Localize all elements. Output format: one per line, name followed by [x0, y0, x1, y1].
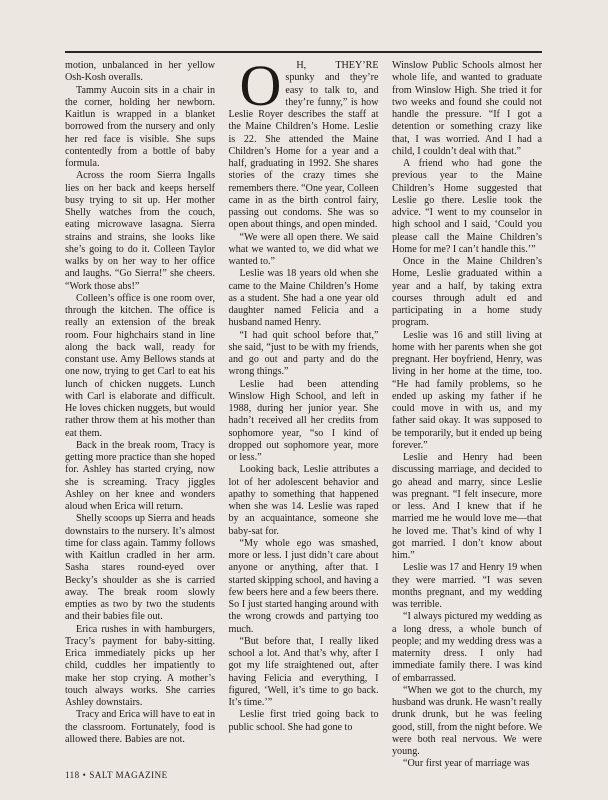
paragraph: motion, unbalanced in her yellow Osh-Kosh overalls.: [65, 60, 215, 84]
top-rule: [65, 51, 542, 53]
paragraph: Winslow Public Schools almost her whole life, and wanted to graduate from Winslow High. She tried it for two weeks and found she could not handle the pressure. “If I got a detention or something crazy like that, I was worried. And I had a child, I couldn’t deal with that.”: [392, 60, 542, 157]
paragraph: “My whole ego was smashed, more or less. I just didn’t care about anyone or anything, after that. I started skipping school, and having a few beers here and a few beers there. So I just started hanging around with the wrong crowds and partying too much.: [228, 537, 379, 635]
paragraph: Across the room Sierra Ingalls lies on her back and keeps herself busy trying to sit up. Her mother Shelly watches from the couch, eating microwave lasagna. Sierra strains and strains, she looks like she’s going to do it. Colleen Taylor walks by on her way to her office and laughs. “Go Sierra!” she cheers. “Work those abs!”: [65, 170, 215, 292]
paragraph: Colleen’s office is one room over, through the kitchen. The office is really an extension of the break room. Four highchairs stand in line along the back wall, ready for constant use. Amy Bellows stands at one now, trying to get Carl to eat his lunch of chicken nuggets. Lunch with Carl is elaborate and difficult. He loves chicken nuggets, but would rather throw them at his mother than eat them.: [65, 292, 215, 439]
paragraph: Shelly scoops up Sierra and heads downstairs to the nursery. It’s almost time for class again. Tammy follows with Kaitlun cradled in her arm. Sasha stares round-eyed over Becky’s shoulder as she is carried away. The break room slowly empties as two by two the students and their babies file out.: [65, 513, 215, 623]
article-body: [65, 53, 542, 770]
publication-name: SALT MAGAZINE: [89, 770, 168, 780]
paragraph: A friend who had gone the previous year to the Maine Children’s Home suggested that Leslie go there. Leslie took the advice. “I went to my counselor in high school and I said, ‘Could you please call the Maine Children’s Home for me? I can’t handle this.’”: [392, 158, 542, 255]
paragraph: Once in the Maine Children’s Home, Leslie graduated within a year and a half, by taking extra courses through adult ed and participating in a home study program.: [392, 256, 542, 329]
paragraph: “We were all open there. We said what we wanted to, we did what we wanted to.”: [228, 231, 379, 267]
paragraph: Back in the break room, Tracy is getting more practice than she hoped for. Ashley has started crying, now she is screaming. Tracy jiggles Ashley on her knee and wonders aloud when Erica will return.: [65, 439, 215, 512]
lead-text: H, THEY’RE spunky and they’re easy to talk to, and they’re funny,” is how Leslie Royer describes the staff at the Maine Children’s Home. Leslie is 22. She attended the Maine Children’s Home for a year and a half, graduating in 1992. She shares stories of the crazy times she remembers there. “One year, Colleen came in as the birth control fairy, passing out condoms. She was so open about things, and open minded.: [228, 60, 379, 231]
paragraph: Looking back, Leslie attributes a lot of her adolescent behavior and apathy to something that happened when she was 14. Leslie was raped by an acquaintance, someone she baby-sat for.: [228, 464, 379, 537]
paragraph: “I had quit school before that,” she said, “just to be with my friends, and go out and party and do the wrong things.”: [228, 329, 379, 378]
paragraph: “I always pictured my wedding as a long dress, a whole bunch of people; and my wedding dress was a maternity dress. I only had immediate family there. I was kind of embarrassed.: [392, 611, 542, 684]
column-1: [65, 60, 215, 770]
column-2: [228, 53, 379, 770]
paragraph: Leslie was 18 years old when she came to the Maine Children’s Home as a student. She had a one year old daughter named Felicia and a husband named Henry.: [228, 268, 379, 329]
paragraph: “When we got to the church, my husband was drunk. He wasn’t really drunk drunk, but he was feeling good, still, from the night before. We were both real nervous. We were young.: [392, 684, 542, 757]
paragraph: Leslie and Henry had been discussing marriage, and decided to go ahead and marry, since Leslie was pregnant. “I felt insecure, more or less. And I knew that if he married me he would love me—that he loved me. That’s kind of why I got married. I don’t know about him.”: [392, 452, 542, 561]
paragraph: Leslie was 16 and still living at home with her parents when she got pregnant. Her boyfriend, Henry, was living in her home at the time, too. “He had family problems, so he ended up asking my father if he could move in with us, and my father said okay. It was supposed to be temporarily, but it ended up being forever.”: [392, 329, 542, 451]
paragraph: Leslie first tried going back to public school. She had gone to: [228, 709, 379, 733]
paragraph: “But before that, I really liked school a lot. And that’s why, after I got my life straightened out, after having Felicia and everything, I figured, ‘Well, it’s time to go back. It’s time.’”: [228, 635, 379, 708]
page-footer: [65, 770, 168, 780]
column-3: [392, 60, 542, 770]
paragraph: Tracy and Erica will have to eat in the classroom. Fortunately, food is allowed there. Babies are not.: [65, 709, 215, 745]
paragraph: Erica rushes in with hamburgers, Tracy’s payment for baby-sitting. Erica immediately picks up her child, cuddles her impatiently to make her stop crying. A mother’s touch always works. She carries Ashley downstairs.: [65, 623, 215, 708]
page-number: 118: [65, 770, 80, 780]
bullet-separator: •: [82, 770, 87, 780]
drop-cap: O: [239, 53, 282, 118]
paragraph: Tammy Aucoin sits in a chair in the corner, holding her newborn. Kaitlun is wrapped in a blanket borrowed from the nursery and only her red face is visible. She sups contentedly from a bottle of baby formula.: [65, 84, 215, 169]
paragraph: Leslie had been attending Winslow High School, and left in 1988, during her junior year. She hadn’t received all her credits from sophomore year, “so I kind of dropped out sophomore year, more or less.”: [228, 378, 379, 463]
paragraph: Leslie was 17 and Henry 19 when they were married. “I was seven months pregnant, and my wedding was terrible.: [392, 562, 542, 610]
paragraph: “Our first year of marriage was: [403, 758, 530, 770]
lead-paragraph: [228, 53, 379, 232]
